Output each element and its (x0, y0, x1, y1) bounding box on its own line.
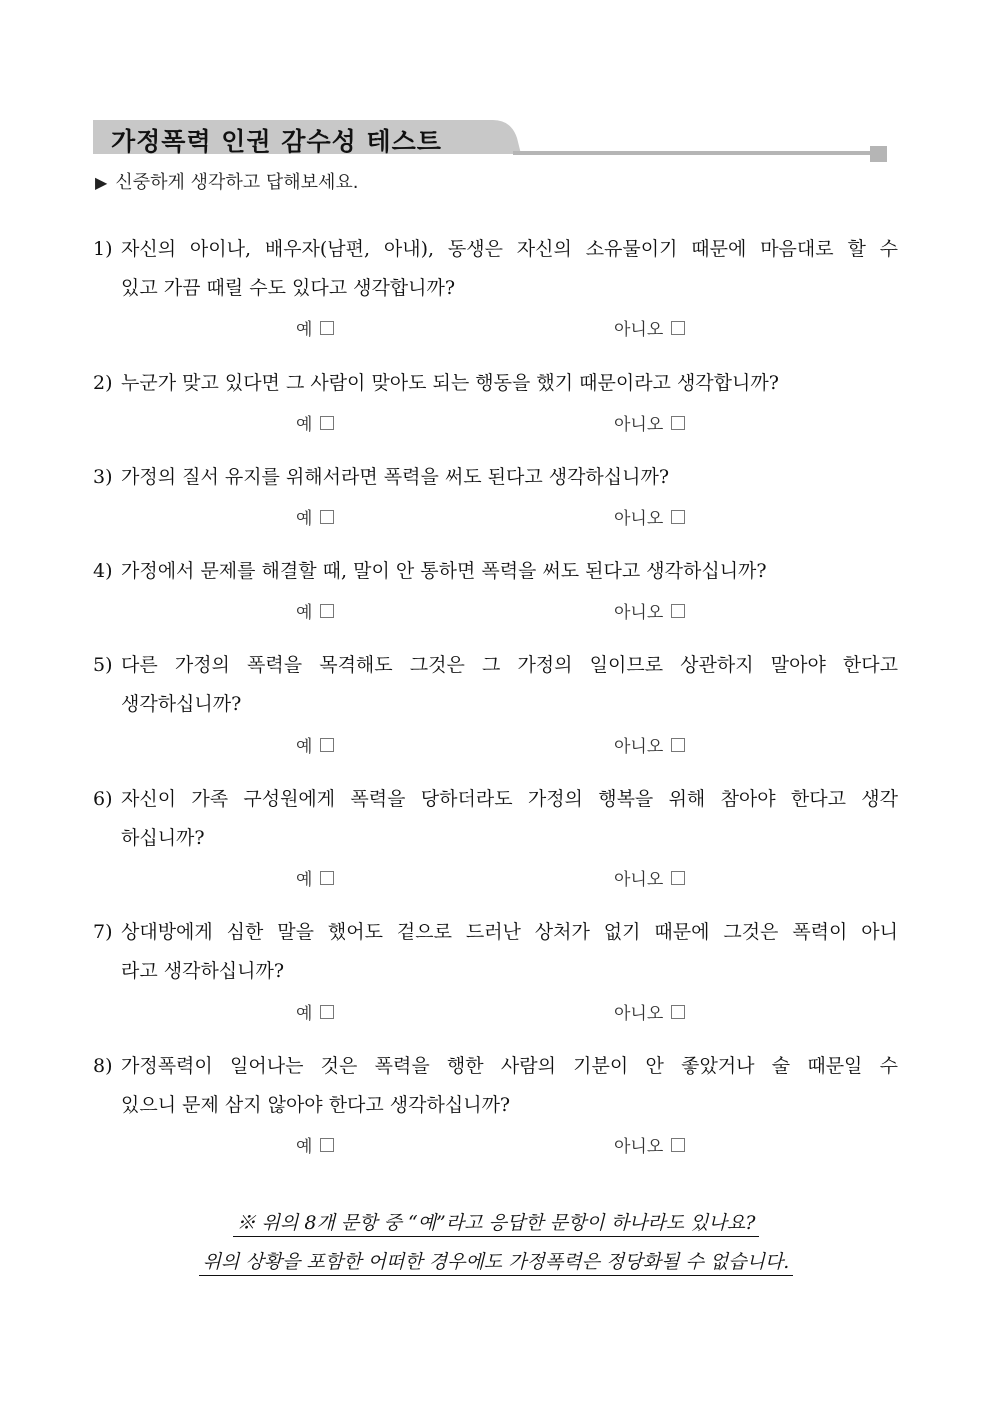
instruction-text: 신중하게 생각하고 답해보세요. (115, 172, 359, 193)
question-4 (93, 552, 898, 591)
q1-yes-option[interactable] (296, 315, 334, 340)
q6-no-checkbox[interactable] (671, 871, 685, 885)
question-text: 다른 가정의 폭력을 목격해도 그것은 그 가정의 일이므로 상관하지 말아야 한다고 (121, 654, 898, 676)
q4-no-option[interactable] (614, 598, 685, 623)
q3-yes-option[interactable] (296, 504, 334, 529)
question-text: 자신이 가족 구성원에게 폭력을 당하더라도 가정의 행복을 위해 참아야 한다고 생각 (121, 788, 898, 810)
q2-yes-checkbox[interactable] (320, 416, 334, 430)
question-text-cont: 생각하십니까? (121, 693, 242, 715)
question-text-cont: 라고 생각하십니까? (121, 960, 285, 982)
q5-yes-option[interactable] (296, 732, 334, 757)
q7-no-option[interactable] (614, 999, 685, 1024)
yes-label: 예 (296, 509, 313, 529)
question-number: 6) (93, 788, 113, 810)
yes-label: 예 (296, 1004, 313, 1024)
yes-label: 예 (296, 1137, 313, 1157)
q5-yes-checkbox[interactable] (320, 738, 334, 752)
no-label: 아니오 (614, 509, 664, 529)
question-text: 가정에서 문제를 해결할 때, 말이 안 통하면 폭력을 써도 된다고 생각하십니까? (121, 560, 767, 582)
q6-yes-option[interactable] (296, 865, 334, 890)
yes-label: 예 (296, 603, 313, 623)
question-1 (93, 230, 898, 308)
q2-no-option[interactable] (614, 410, 685, 435)
no-label: 아니오 (614, 870, 664, 890)
q5-no-option[interactable] (614, 732, 685, 757)
q6-no-option[interactable] (614, 865, 685, 890)
triangle-bullet-icon: ▶ (95, 173, 108, 192)
note-text-1: ※ 위의 8개 문항 중 “예”라고 응답한 문항이 하나라도 있나요? (233, 1212, 760, 1237)
q2-no-checkbox[interactable] (671, 416, 685, 430)
question-8 (93, 1047, 898, 1125)
no-label: 아니오 (614, 737, 664, 757)
question-6 (93, 780, 898, 858)
question-number: 3) (93, 466, 113, 488)
q4-yes-checkbox[interactable] (320, 604, 334, 618)
q4-no-checkbox[interactable] (671, 604, 685, 618)
question-text: 누군가 맞고 있다면 그 사람이 맞아도 되는 행동을 했기 때문이라고 생각합니까? (121, 372, 779, 394)
question-number: 4) (93, 560, 113, 582)
q7-yes-option[interactable] (296, 999, 334, 1024)
question-text: 상대방에게 심한 말을 했어도 겉으로 드러난 상처가 없기 때문에 그것은 폭력이 아니 (121, 921, 898, 943)
q3-no-checkbox[interactable] (671, 510, 685, 524)
question-text-cont: 있으니 문제 삼지 않아야 한다고 생각하십니까? (121, 1094, 511, 1116)
q8-yes-checkbox[interactable] (320, 1138, 334, 1152)
q8-no-option[interactable] (614, 1132, 685, 1157)
question-5 (93, 646, 898, 724)
question-number: 7) (93, 921, 113, 943)
question-2 (93, 364, 898, 403)
question-number: 8) (93, 1055, 113, 1077)
note-line-1 (0, 1208, 992, 1235)
question-number: 5) (93, 654, 113, 676)
yes-label: 예 (296, 415, 313, 435)
question-7 (93, 913, 898, 991)
question-text-cont: 있고 가끔 때릴 수도 있다고 생각합니까? (121, 277, 456, 299)
q7-no-checkbox[interactable] (671, 1005, 685, 1019)
q1-no-checkbox[interactable] (671, 321, 685, 335)
page-title: 가정폭력 인권 감수성 테스트 (111, 127, 442, 156)
question-number: 1) (93, 238, 113, 260)
q1-yes-checkbox[interactable] (320, 321, 334, 335)
yes-label: 예 (296, 870, 313, 890)
note-line-2 (0, 1247, 992, 1274)
q5-no-checkbox[interactable] (671, 738, 685, 752)
question-number: 2) (93, 372, 113, 394)
question-text: 자신의 아이나, 배우자(남편, 아내), 동생은 자신의 소유물이기 때문에 마음대로 할 수 (121, 238, 898, 260)
q4-yes-option[interactable] (296, 598, 334, 623)
q8-no-checkbox[interactable] (671, 1138, 685, 1152)
yes-label: 예 (296, 320, 313, 340)
note-text-2: 위의 상황을 포함한 어떠한 경우에도 가정폭력은 정당화될 수 없습니다. (199, 1251, 794, 1276)
q6-yes-checkbox[interactable] (320, 871, 334, 885)
question-text: 가정의 질서 유지를 위해서라면 폭력을 써도 된다고 생각하십니까? (121, 466, 670, 488)
question-text: 가정폭력이 일어나는 것은 폭력을 행한 사람의 기분이 안 좋았거나 술 때문일 수 (121, 1055, 898, 1077)
yes-label: 예 (296, 737, 313, 757)
question-3 (93, 458, 898, 497)
no-label: 아니오 (614, 1004, 664, 1024)
q2-yes-option[interactable] (296, 410, 334, 435)
q3-no-option[interactable] (614, 504, 685, 529)
instruction (95, 168, 359, 194)
no-label: 아니오 (614, 415, 664, 435)
q8-yes-option[interactable] (296, 1132, 334, 1157)
question-text-cont: 하십니까? (121, 827, 205, 849)
q3-yes-checkbox[interactable] (320, 510, 334, 524)
q7-yes-checkbox[interactable] (320, 1005, 334, 1019)
q1-no-option[interactable] (614, 315, 685, 340)
no-label: 아니오 (614, 603, 664, 623)
no-label: 아니오 (614, 320, 664, 340)
no-label: 아니오 (614, 1137, 664, 1157)
